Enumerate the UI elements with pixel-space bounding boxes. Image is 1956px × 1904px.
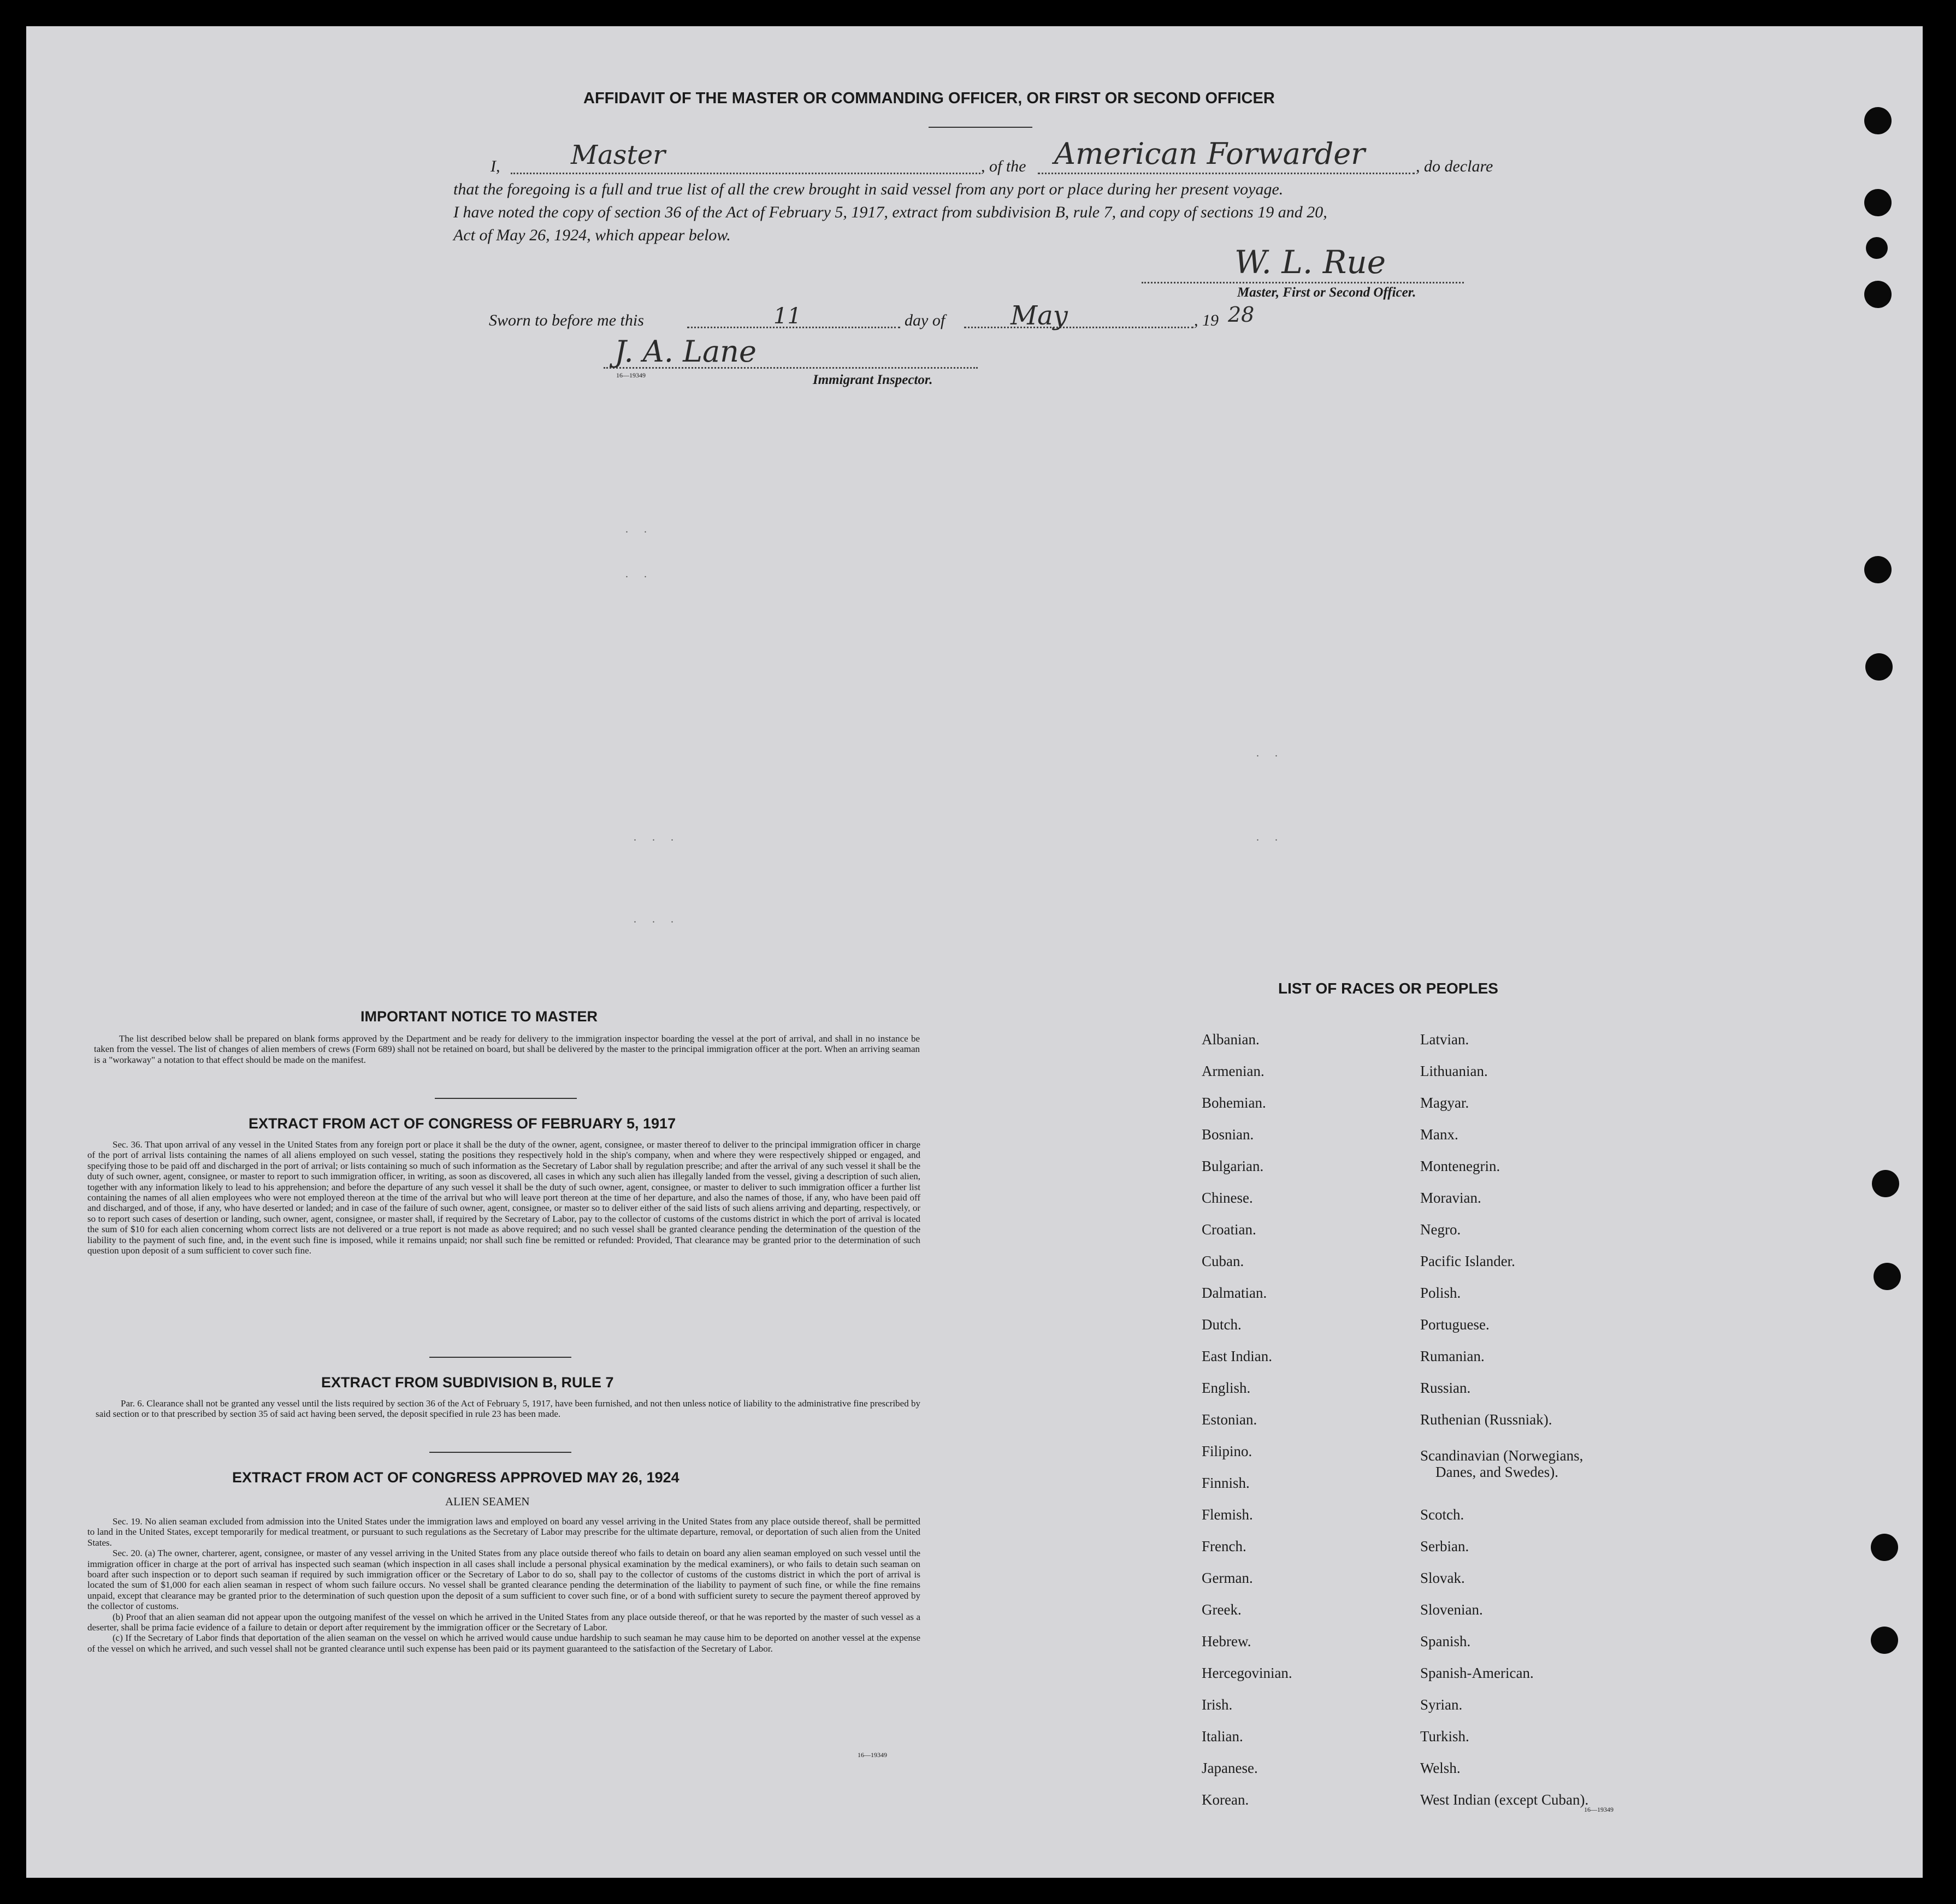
race-item: Japanese.: [1202, 1760, 1258, 1776]
race-item: Dutch.: [1202, 1316, 1242, 1333]
race-item: Turkish.: [1420, 1728, 1469, 1745]
race-item: Danes, and Swedes).: [1435, 1464, 1558, 1480]
sec-20c-paragraph: (c) If the Secretary of Labor finds that deportation of the alien seaman on the vessel on which he arrived would cause undue hardship to such seaman he may cause him to be deported on another vessel at the expense of the vessel on which he arrived, and such vessel shall not be granted clearance until such expense has been paid or its payment guaranteed to the satisfaction of the Secretary of Labor.: [87, 1633, 920, 1654]
divider: [429, 1357, 571, 1358]
race-item: Albanian.: [1202, 1031, 1260, 1048]
punch-hole: [1864, 189, 1892, 216]
punch-hole: [1866, 237, 1888, 259]
extract-1917-title: EXTRACT FROM ACT OF CONGRESS OF FEBRUARY 5, 1917: [249, 1115, 676, 1132]
race-item: Bulgarian.: [1202, 1158, 1264, 1174]
race-item: Montenegrin.: [1420, 1158, 1500, 1174]
signature-line: [1142, 282, 1464, 283]
extract-1917-body: [87, 1139, 920, 1256]
punch-hole: [1864, 556, 1892, 583]
race-item: Korean.: [1202, 1791, 1249, 1808]
race-item: Rumanian.: [1420, 1348, 1485, 1364]
form-number: 16—19349: [858, 1751, 887, 1759]
punch-hole: [1864, 107, 1892, 134]
sec-19-paragraph: Sec. 19. No alien seaman excluded from admission into the United States under the immigration laws and employed on board any vessel arriving in the United States from any place outside thereof, shall be permitted to land in the United States, except temporarily for medical treatment, or pursuant to such regulations as the Secretary of Labor may prescribe for the ultimate departure, removal, or deportation of such alien from the United States.: [87, 1516, 920, 1548]
punch-hole: [1871, 1534, 1898, 1561]
race-item: Latvian.: [1420, 1031, 1469, 1048]
race-item: Pacific Islander.: [1420, 1253, 1515, 1269]
divider: [435, 1098, 577, 1099]
race-item: Dalmatian.: [1202, 1285, 1267, 1301]
master-name-handwriting: Master: [571, 140, 666, 170]
race-item: Spanish-American.: [1420, 1665, 1534, 1681]
race-item: Irish.: [1202, 1696, 1233, 1713]
rule-7-paragraph: Par. 6. Clearance shall not be granted any vessel until the lists required by section 36 of the Act of February 5, 1917, have been furnished, and not then unless notice of liability to the administrative fine prescribed by said section or to that prescribed by section 35 of said act having been served, the deposit specified in rule 23 has been made.: [96, 1398, 920, 1420]
inspector-caption: Immigrant Inspector.: [813, 372, 933, 387]
faint-dots: . .: [1256, 831, 1284, 843]
i-label: I,: [491, 157, 500, 175]
extract-1924-title: EXTRACT FROM ACT OF CONGRESS APPROVED MAY 26, 1924: [232, 1469, 679, 1486]
race-item: Moravian.: [1420, 1190, 1481, 1206]
extract-1924-body: [87, 1516, 920, 1654]
race-item: Slovak.: [1420, 1570, 1465, 1586]
form-number-small: 16—19349: [616, 371, 646, 379]
race-item: Bosnian.: [1202, 1126, 1254, 1143]
rule-7-body: [96, 1398, 920, 1420]
year-prefix: , 19: [1194, 311, 1219, 329]
race-item: Estonian.: [1202, 1411, 1257, 1428]
notice-paragraph: The list described below shall be prepared on blank forms approved by the Department and be ready for delivery to the immigration inspector boarding the vessel at the port of arrival, and shall in no instance be taken from the vessel. The list of changes of alien members of crews (Form 689) shall not be retained on board, but shall be delivered by the master to the principal immigration officer at the port. When an arriving seaman is a "workaway" a notation to that effect should be made on the manifest.: [94, 1033, 920, 1065]
extract-1924-subtitle: ALIEN SEAMEN: [445, 1495, 530, 1508]
divider: [929, 127, 1032, 128]
race-item: English.: [1202, 1380, 1251, 1396]
punch-hole: [1874, 1263, 1901, 1290]
race-item: Hebrew.: [1202, 1633, 1251, 1649]
faint-dots: . .: [625, 568, 653, 580]
race-item: Spanish.: [1420, 1633, 1471, 1649]
race-item: Filipino.: [1202, 1443, 1252, 1459]
year-handwriting: 28: [1228, 303, 1255, 327]
race-item: Lithuanian.: [1420, 1063, 1488, 1079]
notice-title: IMPORTANT NOTICE TO MASTER: [361, 1008, 598, 1025]
notice-body: [94, 1033, 920, 1065]
race-item: Manx.: [1420, 1126, 1458, 1143]
punch-hole: [1871, 1627, 1898, 1654]
race-item: Flemish.: [1202, 1506, 1253, 1523]
race-item: Slovenian.: [1420, 1601, 1483, 1618]
month-handwriting: May: [1010, 300, 1068, 331]
faint-dots: . . .: [634, 913, 680, 925]
master-name-field: [511, 173, 980, 174]
race-item: Croatian.: [1202, 1221, 1256, 1238]
faint-dots: . . .: [634, 831, 680, 843]
race-item: Finnish.: [1202, 1475, 1250, 1491]
race-item: Armenian.: [1202, 1063, 1264, 1079]
race-item: Polish.: [1420, 1285, 1461, 1301]
sworn-label: Sworn to before me this: [489, 311, 644, 329]
race-item: Portuguese.: [1420, 1316, 1490, 1333]
month-field: [964, 327, 1193, 328]
race-item: Bohemian.: [1202, 1095, 1266, 1111]
day-of-label: day of: [905, 311, 946, 329]
punch-hole: [1864, 281, 1892, 308]
race-item: Welsh.: [1420, 1760, 1461, 1776]
of-the-label: , of the: [981, 157, 1026, 175]
sec-20a-paragraph: Sec. 20. (a) The owner, charterer, agent, consignee, or master of any vessel arriving in the United States from any place outside thereof who fails to detain on board any alien seaman employed on such vessel until the immigration officer in charge at the port of arrival has inspected such seaman (which inspection in all cases shall include a personal physical examination by the medical examiners), or who fails to detain such seaman on board after such inspection or to deport such seaman if required by such immigration officer or the Secretary of Labor to do so, shall pay to the collector of customs of the customs district in which the port of arrival is located the sum of $1,000 for each alien seaman in respect of whom such failure occurs. No vessel shall be granted clearance pending the determination of the liability to payment of such fine, or while the fine remains unpaid, except that clearance may be granted prior to the determination of such question upon the deposit of a sum sufficient to cover such fine, or of a bond with sufficient surety to secure the payment thereof approved by the collector of customs.: [87, 1548, 920, 1612]
punch-hole: [1865, 653, 1893, 681]
affidavit-line-2: that the foregoing is a full and true list of all the crew brought in said vessel from any port or place during her present voyage.: [453, 180, 1284, 198]
affidavit-title: AFFIDAVIT OF THE MASTER OR COMMANDING OFFICER, OR FIRST OR SECOND OFFICER: [583, 90, 1275, 107]
race-item: Chinese.: [1202, 1190, 1253, 1206]
faint-dots: . .: [625, 523, 653, 535]
race-item: Magyar.: [1420, 1095, 1469, 1111]
sec-20b-paragraph: (b) Proof that an alien seaman did not appear upon the outgoing manifest of the vessel on which he arrived in the United States from any place outside thereof, or that he was reported by the master of such vessel as a deserter, shall be prima facie evidence of a failure to detain or deport after requirement by the immigration officer or the Secretary of Labor.: [87, 1611, 920, 1633]
race-item: West Indian (except Cuban).: [1420, 1791, 1589, 1808]
race-item: Greek.: [1202, 1601, 1242, 1618]
race-item: Scandinavian (Norwegians,: [1420, 1447, 1583, 1464]
race-item: Ruthenian (Russniak).: [1420, 1411, 1552, 1428]
race-item: German.: [1202, 1570, 1253, 1586]
faint-dots: . .: [1256, 747, 1284, 759]
punch-hole: [1872, 1170, 1899, 1197]
race-item: Cuban.: [1202, 1253, 1244, 1269]
divider: [429, 1452, 571, 1453]
race-item: Scotch.: [1420, 1506, 1464, 1523]
vessel-name-handwriting: American Forwarder: [1054, 137, 1366, 171]
inspector-signature: J. A. Lane: [614, 334, 757, 369]
affidavit-line-4: Act of May 26, 1924, which appear below.: [453, 226, 731, 244]
extract-1917-paragraph: Sec. 36. That upon arrival of any vessel in the United States from any foreign port or place it shall be the duty of the owner, agent, consignee, or master thereof to deliver to the principal immigration officer in charge of the port of arrival lists containing the names of all aliens employed on such vessel, stating the positions they respectively hold in the ship's company, when and where they were respectively shipped or engaged, and specifying those to be paid off and discharged in the port of arrival; or lists containing so much of such information as the Secretary of Labor shall by regulation prescribe; and after the arrival of any such vessel it shall be the duty of such owner, agent, consignee, or master to report to such immigration officer, in writing, as soon as discovered, all cases in which any such alien has illegally landed from the vessel, giving a description of such alien, together with any information likely to lead to his apprehension; and before the departure of any such vessel it shall be the duty of such owner, agent, consignee, or master to deliver to such immigration officer a further list containing the names of all alien employees who were not employed thereon at the time of the arrival but who will leave port thereon at the time of her departure, and also the names of those, if any, who have been paid off and discharged, and of those, if any, who have deserted or landed; and in case of the failure of such owner, agent, consignee, or master so to deliver either of the said lists of such aliens arriving and departing, respectively, or so to report such cases of desertion or landing, such owner, agent, consignee, or master shall, if required by the Secretary of Labor, pay to the collector of customs of the customs district in which the port of arrival is located the sum of $10 for each alien concerning whom correct lists are not delivered or a true report is not made as above required; and no such vessel shall be granted clearance pending the determination of the question of the liability to the payment of such fine, and, in the event such fine is imposed, while it remains unpaid; nor shall such fine be remitted or refunded: Provided, That clearance may be granted prior to the determination of such question upon deposit of a sum sufficient to cover such fine.: [87, 1139, 920, 1256]
race-item: Negro.: [1420, 1221, 1461, 1238]
races-title: LIST OF RACES OR PEOPLES: [1278, 980, 1498, 997]
race-item: Italian.: [1202, 1728, 1243, 1745]
master-signature: W. L. Rue: [1234, 244, 1386, 281]
race-item: Hercegovinian.: [1202, 1665, 1292, 1681]
vessel-name-field: [1038, 173, 1415, 174]
race-item: East Indian.: [1202, 1348, 1272, 1364]
races-form-number: 16—19349: [1584, 1806, 1614, 1813]
race-item: Serbian.: [1420, 1538, 1469, 1554]
race-item: Syrian.: [1420, 1696, 1463, 1713]
race-item: French.: [1202, 1538, 1246, 1554]
do-declare-label: , do declare: [1416, 157, 1493, 175]
race-item: Russian.: [1420, 1380, 1471, 1396]
rule-7-title: EXTRACT FROM SUBDIVISION B, RULE 7: [321, 1374, 614, 1391]
day-handwriting: 11: [773, 304, 801, 329]
affidavit-line-3: I have noted the copy of section 36 of the Act of February 5, 1917, extract from subdivision B, rule 7, and copy of sections 19 and 20,: [453, 203, 1327, 221]
signature-caption: Master, First or Second Officer.: [1237, 285, 1416, 300]
